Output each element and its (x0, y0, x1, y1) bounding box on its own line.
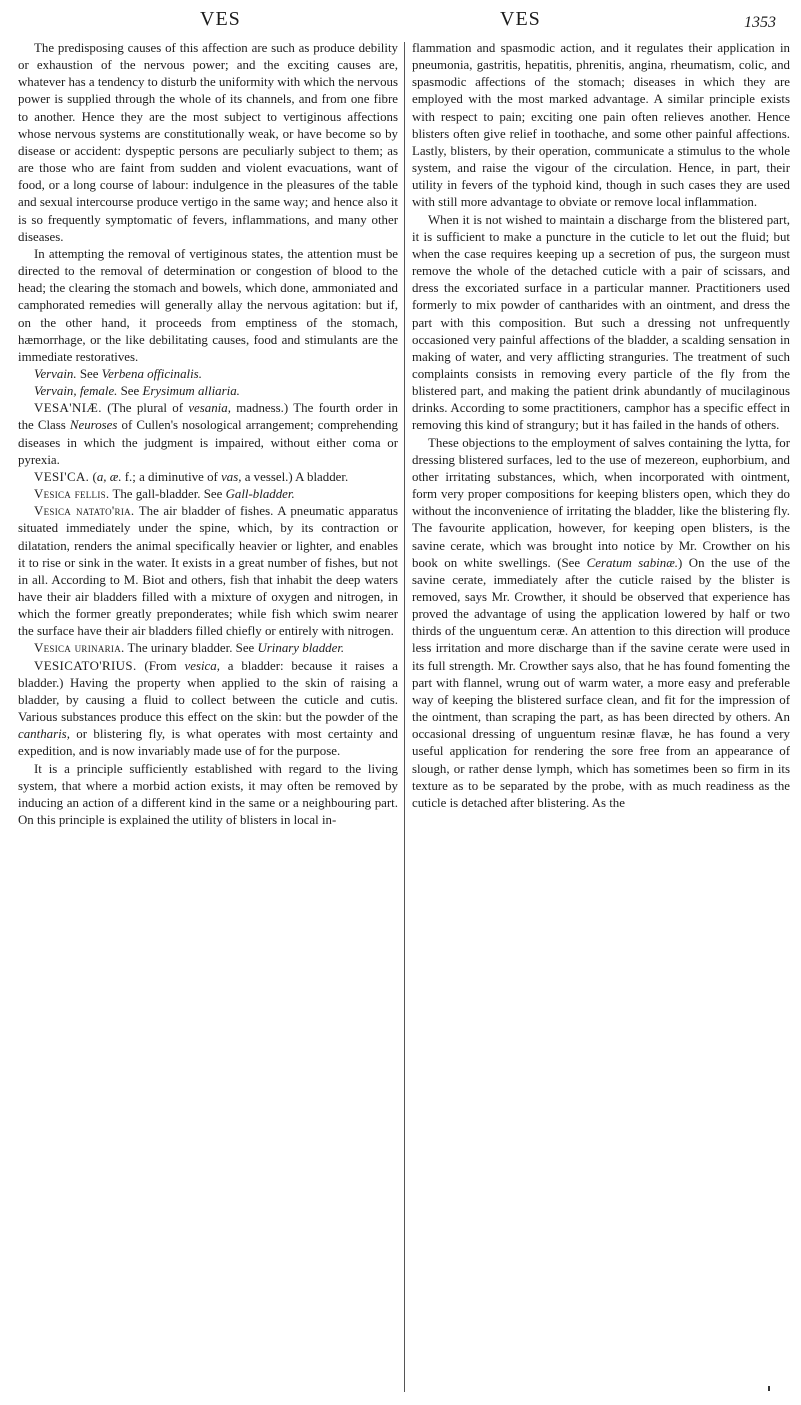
left-column (18, 40, 398, 1390)
paragraph-principle: It is a principle sufficiently established with regard to the living system, that where a morbid action exists, it may often be removed by inducing an action of a different kind in the same or a neighbouring part. On this principle is explained the utility of blisters in local in- (18, 761, 398, 828)
column-rule (404, 42, 405, 1392)
entry-vesica-natatoria: Vesica natato'ria. The air bladder of fishes. A pneumatic apparatus situated immediately under the spine, which, by its contraction or dilatation, renders the animal specifically heavier or lighter, and enables it to rise or sink in the water. It exists in a great number of fishes, but not in all. According to M. Biot and others, fish that inhabit the deep waters have their air bladders filled with a mixture of oxygen and nitrogen, in which the former greatly preponderates; while fish which swim nearer the surface have their air bladders filled chiefly or entirely with nitrogen. (18, 504, 398, 639)
cross-reference: Gall-bladder. (225, 487, 295, 502)
entry-headword: Vesica natato'ria. (34, 504, 135, 519)
cross-reference: Erysimum alliaria. (142, 384, 240, 399)
running-head-center: VES (500, 8, 541, 30)
paragraph-treatment: In attempting the removal of vertiginous states, the attention must be directed to the removal of determination or congestion of blood to the head; the clearing the stomach and bowels, which done, ammoniated and camphorated remedies will generally allay the nervous agitation: but if, on the other hand, it proceeds from emptiness of the stomach, hæmorrhage, or the like debilitating causes, food and stimulants are the immediate restoratives. (18, 246, 398, 364)
entry-headword: VESA'NIÆ. (34, 401, 102, 416)
right-column (412, 40, 790, 1390)
entry-headword: Vervain, female. (34, 384, 118, 399)
paragraph-objections: These objections to the employment of salves containing the lytta, for dressing blistered surfaces, led to the use of mezereon, euphorbium, and other irritating substances, which, when incorporated with ointment, form very proper compositions for keeping blisters open, which they do without the inconvenience of irritating the bladder, like the blistering fly. The favourite application, however, for keeping open blisters, is the savine cerate, which was brought into notice by Mr. Crowther on his book on white swellings. (See Ceratum sabinæ.) On the use of the savine cerate, immediately after the cuticle raised by the blister is removed, says Mr. Crowther, it should be observed that experience has proved the advantage of using the application lowered by half or two thirds of the unguentum ceræ. An attention to this direction will produce less irritation and more discharge than if the savine cerate were used in its full strength. Mr. Crowther says also, that he has found fomenting the part with flannel, wrung out of warm water, a more easy and preferable way of keeping the blistered surface clean, and fit for the impression of the ointment, than scraping the part, as has been directed by others. An occasional dressing of unguentum resinæ flavæ, he has found a very useful application for rendering the sore free from an appearance of slough, or rather dense lymph, which has sometimes been so firm in its texture as to be separated by the probe, with as much readiness as the cuticle is detached after blistering. As the (412, 435, 790, 810)
cross-reference: Ceratum sabinæ. (586, 555, 679, 570)
entry-vesica: VESI'CA. (a, æ. f.; a diminutive of vas, a vessel.) A bladder. (34, 469, 349, 484)
cross-reference: Verbena officinalis. (101, 366, 202, 381)
entry-headword: VESICATO'RIUS. (34, 658, 137, 673)
entry-headword: Vervain. (34, 366, 77, 381)
entry-headword: Vesica fellis. (34, 487, 110, 502)
paragraph-discharge: When it is not wished to maintain a discharge from the blistered part, it is sufficient to make a puncture in the cuticle to let out the fluid; but when the case requires keeping up a secretion of pus, the surgeon must remove the whole of the detached cuticle with a pair of scissars, and dress the excoriated surface in a particular manner. Practitioners used formerly to mix powder of cantharides with an ointment, and dress the part with this composition. But such a dressing not unfrequently occasioned very painful affections of the bladder, a scalding sensation in making of water, and very afflicting stranguries. The treatment of such complaints consists in removing every particle of the fly from the blistered part, and making the patient drink abundantly of mucilaginous drinks. According to some practitioners, camphor has a specific effect in removing this kind of strangury; but it has failed in the hands of others. (412, 212, 790, 433)
entry-headword: VESI'CA. (34, 469, 90, 484)
entry-vesaniae: VESA'NIÆ. (The plural of vesania, madness.) The fourth order in the Class Neuroses of Cullen's nosological arrangement; comprehending diseases in which the judgment is impaired, without either coma or pyrexia. (18, 401, 398, 467)
print-mark (768, 1386, 770, 1391)
entry-vesica-urinaria: Vesica urinaria. The urinary bladder. See Urinary bladder. (34, 641, 345, 656)
entry-vesica-fellis: Vesica fellis. The gall-bladder. See Gall-bladder. (34, 487, 295, 502)
paragraph-inflammation: flammation and spasmodic action, and it regulates their application in pneumonia, gastritis, hepatitis, phrenitis, angina, rheumatism, colic, and spasmodic affections of the stomach; diseases in which they are employed with the most marked advantage. A similar principle exists with respect to pain; exciting one pain often relieves another. Hence blisters often give relief in toothache, and some other painful affections. Lastly, blisters, by their operation, communicate a stimulus to the whole system, and raise the vigour of the circulation. Hence, in part, their utility in fevers of the typhoid kind, though in such cases they are used with still more advantage to obviate or remove local inflammation. (412, 41, 790, 210)
entry-vervain: Vervain. See Verbena officinalis. (34, 366, 202, 381)
paragraph-causes: The predisposing causes of this affection are such as produce debility or exhaustion of the nervous power; and the exciting causes are, whatever has a tendency to disturb the uniformity with which the nervous power is supplied through the whole of its channels, and from one fibre to another. Hence they are the most subject to vertiginous affections whose nervous systems are constitutionally weak, or have become so by disease or accident: dyspeptic persons are peculiarly subject to them; as are those who are faint from sudden and violent evacuations, want of food, or a long course of labour: indulgence in the pleasures of the table and sexual intercourse produce vertigo in the same way; and hence also it is so frequently symptomatic of fevers, inflammations, and many other diseases. (18, 41, 398, 244)
running-head-left: VES (200, 8, 241, 30)
cross-reference: Urinary bladder. (257, 641, 345, 656)
entry-vervain-female: Vervain, female. See Erysimum alliaria. (34, 384, 240, 399)
entry-headword: Vesica urinaria. (34, 641, 125, 656)
entry-vesicatorius: VESICATO'RIUS. (From vesica, a bladder: because it raises a bladder.) Having the property when applied to the skin of raising a bladder, by causing a fluid to collect between the cuticle and cutis. Various substances produce this effect on the skin: but the powder of the cantharis, or blistering fly, is what operates with most certainty and expedition, and is now invariably made use of for the purpose. (18, 658, 398, 759)
page-number: 1353 (744, 14, 776, 31)
